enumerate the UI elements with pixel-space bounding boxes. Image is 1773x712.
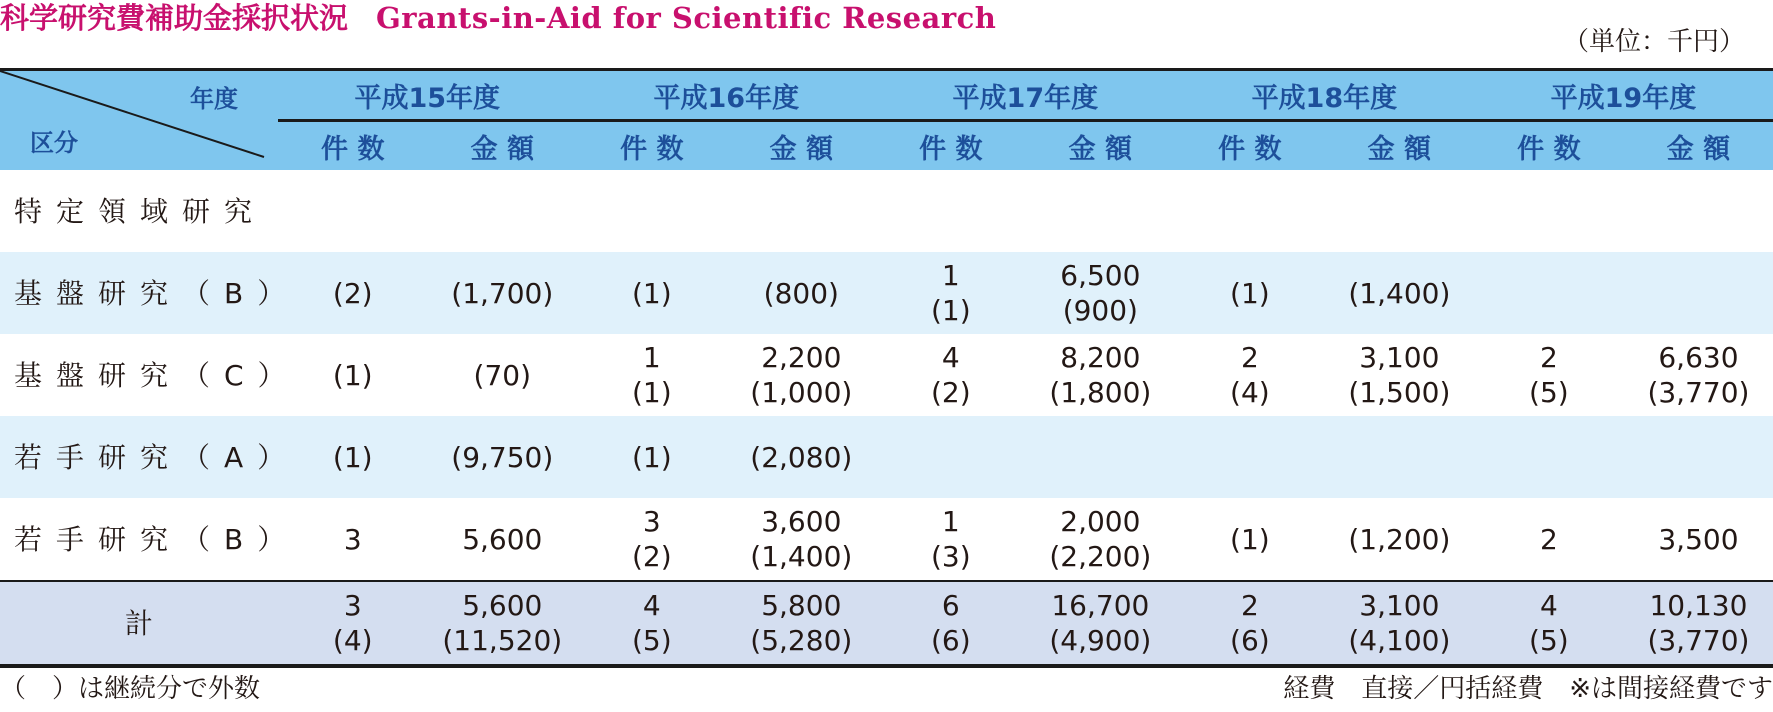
amount-cell: 3,100 (4,100) [1325, 581, 1474, 666]
row-label: 若手研究（A） [0, 416, 278, 498]
count-cell: (1) [332, 358, 373, 392]
count-cell: 1 (3) [930, 505, 971, 573]
amount-cell: (1,700) [428, 252, 577, 334]
year-header: 平成17年度 [876, 71, 1175, 121]
amount-cell: 3,100 (1,500) [1348, 341, 1451, 409]
amount-cell [1026, 416, 1175, 498]
unit-label: （単位：千円） [1562, 27, 1745, 57]
header-kubun: 区分 [30, 129, 78, 157]
amount-cell: 16,700 (4,900) [1026, 581, 1175, 666]
corner-header [0, 71, 278, 170]
table-row [0, 334, 1773, 416]
year-header: 平成16年度 [577, 71, 876, 121]
total-row [0, 581, 1773, 666]
count-header: 件 数 [278, 121, 428, 171]
count-cell [876, 170, 1026, 252]
amount-cell: 5,600 [462, 522, 543, 556]
count-cell [1474, 416, 1624, 498]
amount-cell [1026, 170, 1175, 252]
amount-cell: 10,130 (3,770) [1624, 581, 1773, 666]
count-cell: 2 (5) [1529, 341, 1569, 409]
document-title [0, 0, 996, 40]
count-cell: 3 (4) [278, 581, 428, 666]
table-row [0, 498, 1773, 581]
amount-cell [1624, 416, 1773, 498]
count-cell: (1) [1175, 252, 1325, 334]
amount-cell: 3,500 [1658, 522, 1739, 556]
amount-cell: (800) [727, 252, 876, 334]
count-cell: (1) [1230, 522, 1270, 556]
count-cell [1175, 170, 1325, 252]
table-body [0, 170, 1773, 666]
amount-header: 金 額 [1026, 121, 1175, 171]
amount-header: 金 額 [428, 121, 577, 171]
count-cell: 1 (1) [876, 252, 1026, 334]
count-cell: 3 (2) [631, 505, 672, 573]
count-cell: (1) [577, 252, 727, 334]
amount-cell [1624, 170, 1773, 252]
count-header: 件 数 [876, 121, 1026, 171]
amount-cell: 6,500 (900) [1026, 252, 1175, 334]
table-row [0, 252, 1773, 334]
amount-cell: 3,600 (1,400) [750, 505, 853, 573]
count-cell [1474, 252, 1624, 334]
count-header: 件 数 [1474, 121, 1624, 171]
amount-cell [727, 170, 876, 252]
count-cell: 2 (4) [1230, 341, 1270, 409]
amount-cell: 2,200 (1,000) [750, 341, 853, 409]
header-year-row [0, 71, 1773, 121]
count-cell [278, 170, 428, 252]
count-cell [1175, 416, 1325, 498]
amount-header: 金 額 [1325, 121, 1474, 171]
count-cell [577, 170, 727, 252]
count-cell [1474, 170, 1624, 252]
footnote-expenses: 経費 直接／円括経費 ※は間接経費です [1283, 674, 1773, 704]
amount-cell: (1,400) [1325, 252, 1474, 334]
amount-cell: 5,800 (5,280) [727, 581, 876, 666]
count-cell: 1 (1) [631, 341, 672, 409]
row-label: 特定領域研究 [14, 194, 267, 228]
table-row [0, 170, 1773, 252]
amount-cell: 5,600 (11,520) [428, 581, 577, 666]
amount-cell: (9,750) [428, 416, 577, 498]
amount-cell [428, 170, 577, 252]
row-label: 基盤研究（B） [0, 252, 278, 334]
count-header: 件 数 [1175, 121, 1325, 171]
count-cell: (1) [278, 416, 428, 498]
count-cell: 2 (6) [1175, 581, 1325, 666]
amount-header: 金 額 [727, 121, 876, 171]
count-cell [876, 416, 1026, 498]
count-cell: 4 (2) [930, 341, 971, 409]
count-cell: 3 [343, 522, 362, 556]
amount-cell: (1,200) [1348, 522, 1451, 556]
amount-cell [1325, 416, 1474, 498]
amount-cell [1624, 252, 1773, 334]
year-header: 平成18年度 [1175, 71, 1474, 121]
footnote-continuing: （ ）は継続分で外数 [0, 674, 261, 704]
count-cell: (1) [577, 416, 727, 498]
count-cell: 2 [1539, 522, 1558, 556]
year-header: 平成19年度 [1474, 71, 1773, 121]
count-cell: 6 (6) [876, 581, 1026, 666]
amount-cell: 2,000 (2,200) [1049, 505, 1152, 573]
amount-header: 金 額 [1624, 121, 1773, 171]
amount-cell: (70) [473, 358, 532, 392]
row-label: 計 [0, 581, 278, 666]
title-japanese: 科学研究費補助金採択状況 [0, 1, 349, 35]
title-english: Grants-in-Aid for Scientific Research [376, 1, 997, 35]
year-header: 平成15年度 [278, 71, 577, 121]
table-row [0, 416, 1773, 498]
row-label: 若手研究（B） [14, 522, 300, 556]
count-cell: 4 (5) [577, 581, 727, 666]
grants-table [0, 68, 1773, 668]
header-nendo: 年度 [190, 85, 238, 113]
amount-cell [1325, 170, 1474, 252]
count-cell: 4 (5) [1474, 581, 1624, 666]
amount-cell: (2,080) [727, 416, 876, 498]
amount-cell: 6,630 (3,770) [1647, 341, 1750, 409]
count-cell: (2) [278, 252, 428, 334]
row-label: 基盤研究（C） [14, 358, 300, 392]
count-header: 件 数 [577, 121, 727, 171]
amount-cell: 8,200 (1,800) [1049, 341, 1152, 409]
